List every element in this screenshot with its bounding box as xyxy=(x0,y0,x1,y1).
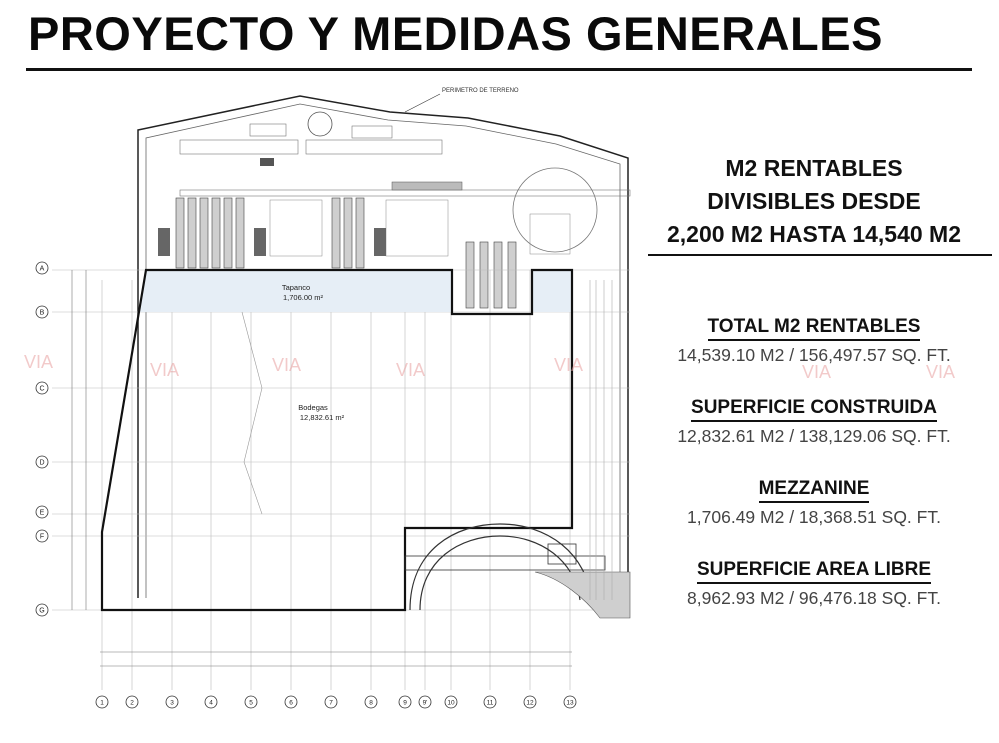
watermark: VIA xyxy=(554,355,584,375)
watermark: VIA xyxy=(802,362,832,382)
row-axis-label: D xyxy=(39,459,45,467)
rentables-line-2: DIVISIBLES DESDE xyxy=(707,188,921,214)
rentables-underline xyxy=(648,254,992,256)
col-axis-label: 10 xyxy=(447,699,455,707)
col-axis-label: 1 xyxy=(100,699,104,707)
stat-value: 14,539.10 M2 / 156,497.57 SQ. FT. xyxy=(677,345,951,365)
dimension-lines xyxy=(72,270,572,666)
stat-heading: TOTAL M2 RENTABLES xyxy=(708,316,921,341)
col-axis-label: 11 xyxy=(486,699,494,707)
col-axis-label: 13 xyxy=(566,699,574,707)
col-axis-label: 4 xyxy=(209,699,213,707)
row-axis-label: B xyxy=(39,309,45,317)
building-outline xyxy=(102,270,572,610)
col-axis-label: 5 xyxy=(249,699,253,707)
row-axis-label: F xyxy=(39,533,45,541)
stat-mezzanine xyxy=(640,478,988,528)
tapanco-area: 1,706.00 m² xyxy=(282,293,324,302)
row-axis-label: E xyxy=(39,509,45,517)
bodegas-area: 12,832.61 m² xyxy=(299,413,345,422)
row-axis-label: A xyxy=(39,265,45,273)
stat-value: 12,832.61 M2 / 138,129.06 SQ. FT. xyxy=(677,426,951,446)
stat-total-rentables xyxy=(640,316,988,366)
watermark: VIA xyxy=(150,360,180,380)
col-axis-label: 3 xyxy=(170,699,174,707)
page-title: PROYECTO Y MEDIDAS GENERALES xyxy=(28,7,883,60)
stat-heading: SUPERFICIE CONSTRUIDA xyxy=(691,397,937,422)
col-axis-label: 9 xyxy=(403,699,407,707)
roundabout-right xyxy=(513,168,597,252)
stat-heading: MEZZANINE xyxy=(759,478,870,503)
perimeter-label: PERIMETRO DE TERRENO xyxy=(442,88,519,94)
car-stalls xyxy=(270,200,570,256)
watermark: VIA xyxy=(272,355,302,375)
row-axis-markers xyxy=(36,262,48,616)
column-axis-markers xyxy=(96,696,576,708)
col-axis-label: 6 xyxy=(289,699,293,707)
col-axis-label: 8 xyxy=(369,699,373,707)
watermark: VIA xyxy=(24,352,54,372)
site-perimeter xyxy=(138,96,628,598)
roundabout-top xyxy=(308,112,332,136)
stat-value: 8,962.93 M2 / 96,476.18 SQ. FT. xyxy=(687,588,941,608)
col-axis-label: 2 xyxy=(130,699,134,707)
tapanco-label: Tapanco xyxy=(281,283,311,292)
col-axis-label: 9' xyxy=(422,699,428,707)
watermark: VIA xyxy=(396,360,426,380)
bodegas-label: Bodegas xyxy=(298,403,328,412)
col-axis-label: 7 xyxy=(329,699,333,707)
watermark: VIA xyxy=(926,362,956,382)
col-axis-label: 12 xyxy=(526,699,534,707)
stat-area-libre xyxy=(640,559,988,609)
rentables-line-1: M2 RENTABLES xyxy=(725,155,903,181)
stat-heading: SUPERFICIE AREA LIBRE xyxy=(697,559,931,584)
stat-value: 1,706.49 M2 / 18,368.51 SQ. FT. xyxy=(687,507,941,527)
rentables-line-3: 2,200 M2 HASTA 14,540 M2 xyxy=(666,221,962,247)
row-axis-label: C xyxy=(39,385,45,393)
stat-superficie-construida xyxy=(640,397,988,447)
row-axis-label: G xyxy=(39,607,45,615)
column-grid xyxy=(102,270,570,690)
rentables-block xyxy=(640,152,988,251)
